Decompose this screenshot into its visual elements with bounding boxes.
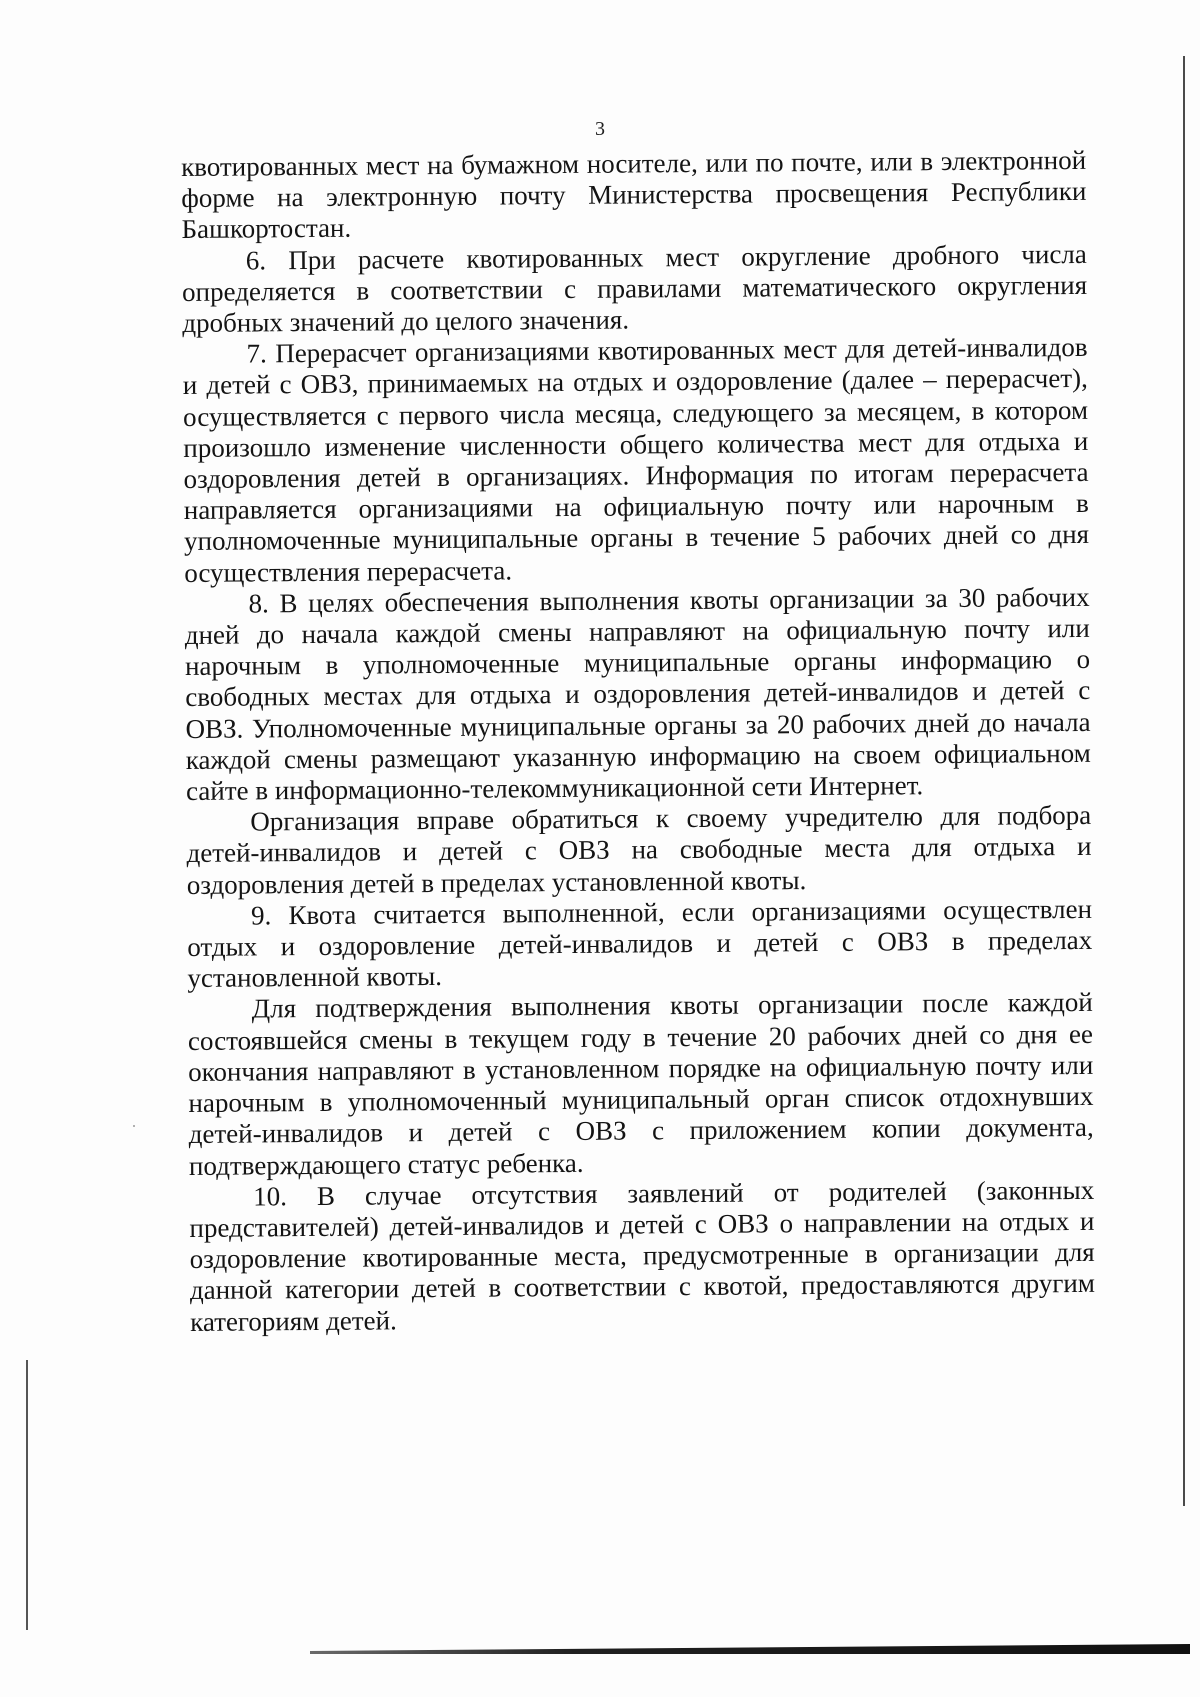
document-body [181,145,1095,1338]
paragraph-item-6: 6. При расчете квотированных мест округление дробного числа определяется в соответствии с правилами математического округления дробных значений до целого значения. [181,238,1088,339]
page-number: 3 [595,118,605,140]
paragraph-item-9: 9. Квота считается выполненной, если организациями осуществлен отдых и оздоровление детей-инвалидов и детей с ОВЗ в пределах установленной квоты. [187,893,1093,994]
scan-smudge [133,1125,135,1127]
paragraph-continuation: квотированных мест на бумажном носителе, или по почте, или в электронной форме на электронную почту Министерства просвещения Республики Башкортостан. [181,144,1087,245]
paragraph-item-7: 7. Перерасчет организациями квотированных мест для детей-инвалидов и детей с ОВЗ, принимаемых на отдых и оздоровление (далее – перерасчет), осуществляется с первого числа месяца, следующего за месяцем, в котором произошло изменение численности общего количества мест для отдыха и оздоровления детей в организациях. Информация по итогам перерасчета направляется организациями на официальную почту или нарочным в уполномоченные муниципальные органы в течение 5 рабочих дней со дня осуществления перерасчета. [182,332,1090,588]
scan-edge-left [26,1360,28,1630]
paragraph-item-8: 8. В целях обеспечения выполнения квоты организации за 30 рабочих дней до начала каждой смены направляют на официальную почту или нарочным в уполномоченные муниципальные органы информацию о свободных местах для отдыха и оздоровления детей-инвалидов и детей с ОВЗ. Уполномоченные муниципальные органы за 20 рабочих дней до начала каждой смены размещают указанную информацию на своем официальном сайте в информационно-телекоммуникационной сети Интернет. [184,581,1091,807]
paragraph-item-8-continued: Организация вправе обратиться к своему учредителю для подбора детей-инвалидов и детей с ОВЗ на свободные места для отдыха и оздоровления детей в пределах установленной квоты. [186,800,1092,900]
scan-bottom-bar [310,1644,1190,1654]
paragraph-item-9-continued: Для подтверждения выполнения квоты организации после каждой состоявшейся смены в текущем году в течение 20 рабочих дней со дня ее окончания направляют в установленном порядке на официальную почту или нарочным в уполномоченный муниципальный орган список отдохнувших детей-инвалидов и детей с ОВЗ с приложением копии документа, подтверждающего статус ребенка. [187,987,1094,1181]
paragraph-item-10: 10. В случае отсутствия заявлений от родителей (законных представителей) детей-инвалидов и детей с ОВЗ о направлении на отдых и оздоровление квотированные места, предусмотренные в организации для данной категории детей в соответствии с квотой, предоставляются другим категориям детей. [189,1174,1096,1337]
scan-edge-right [1183,56,1185,1506]
